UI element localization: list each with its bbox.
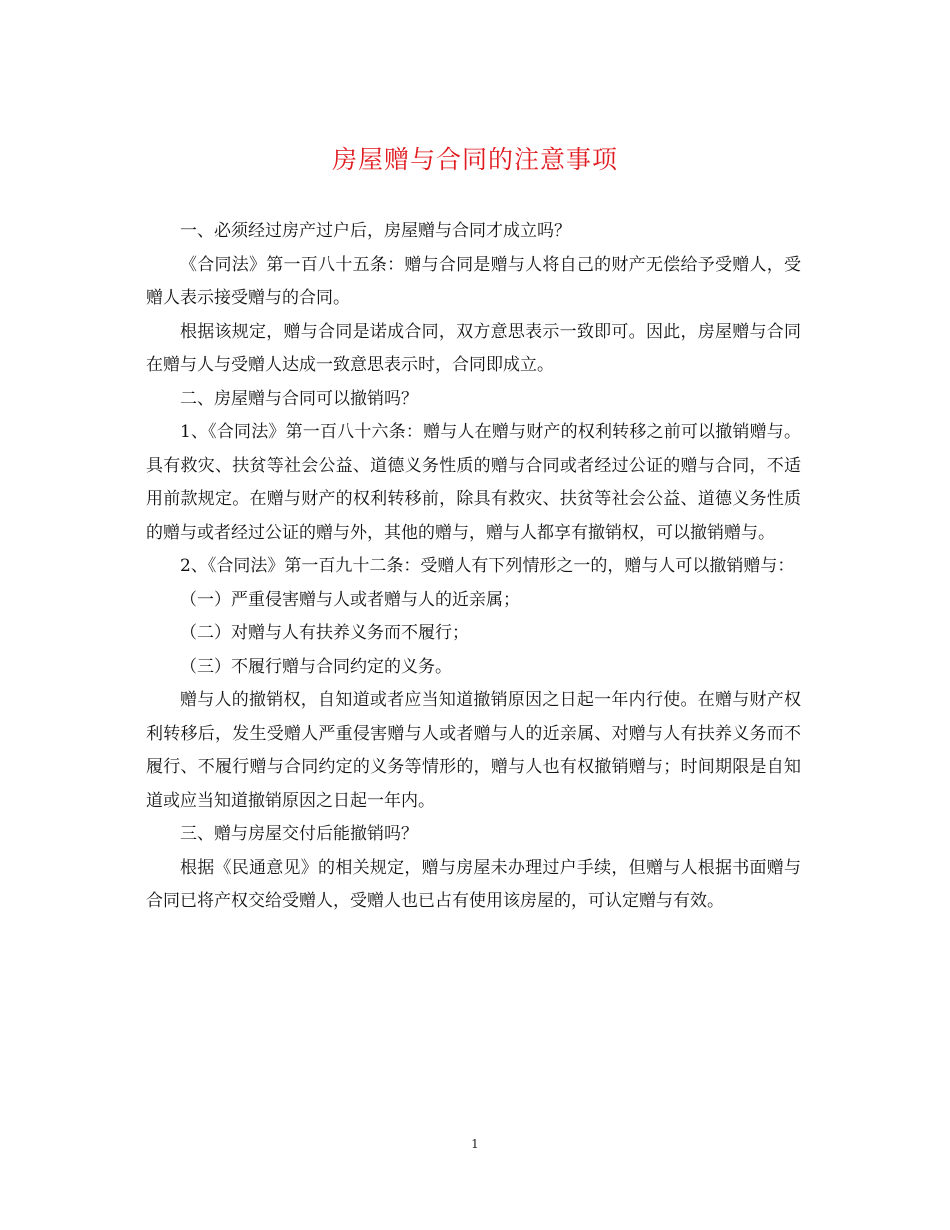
paragraph: 《合同法》第一百八十五条：赠与合同是赠与人将自己的财产无偿给予受赠人，受赠人表示接受赠与的合同。 — [146, 254, 801, 308]
paragraph: 根据《民通意见》的相关规定，赠与房屋未办理过户手续，但赠与人根据书面赠与合同已将产权交给受赠人，受赠人也已占有使用该房屋的，可认定赠与有效。 — [146, 857, 801, 911]
paragraph: 赠与人的撤销权，自知道或者应当知道撤销原因之日起一年内行使。在赠与财产权利转移后，发生受赠人严重侵害赠与人或者赠与人的近亲属、对赠与人有扶养义务而不履行、不履行赠与合同约定的义务等情形的，赠与人也有权撤销赠与；时间期限是自知道或应当知道撤销原因之日起一年内。 — [146, 690, 801, 811]
list-item: （二）对赠与人有扶养义务而不履行； — [180, 623, 469, 643]
document-title: 房屋赠与合同的注意事项 — [331, 145, 618, 174]
section-heading-3: 三、赠与房屋交付后能撤销吗？ — [180, 824, 418, 844]
document-body — [146, 215, 801, 919]
page-number: 1 — [471, 1137, 479, 1151]
paragraph: 根据该规定，赠与合同是诺成合同，双方意思表示一致即可。因此，房屋赠与合同在赠与人与受赠人达成一致意思表示时，合同即成立。 — [146, 321, 801, 375]
list-item: （三）不履行赠与合同约定的义务。 — [180, 656, 452, 677]
paragraph: 1、《合同法》第一百八十六条：赠与人在赠与财产的权利转移之前可以撤销赠与。具有救灾、扶贫等社会公益、道德义务性质的赠与合同或者经过公证的赠与合同，不适用前款规定。在赠与财产的权利转移前，除具有救灾、扶贫等社会公益、道德义务性质的赠与或者经过公证的赠与外，其他的赠与，赠与人都享有撤销权，可以撤销赠与。 — [146, 422, 801, 543]
list-item: （一）严重侵害赠与人或者赠与人的近亲属； — [180, 589, 520, 610]
paragraph: 2、《合同法》第一百九十二条：受赠人有下列情形之一的，赠与人可以撤销赠与： — [180, 556, 795, 576]
section-heading-1: 一、必须经过房产过户后，房屋赠与合同才成立吗？ — [180, 221, 571, 241]
section-heading-2: 二、房屋赠与合同可以撤销吗？ — [180, 388, 418, 409]
